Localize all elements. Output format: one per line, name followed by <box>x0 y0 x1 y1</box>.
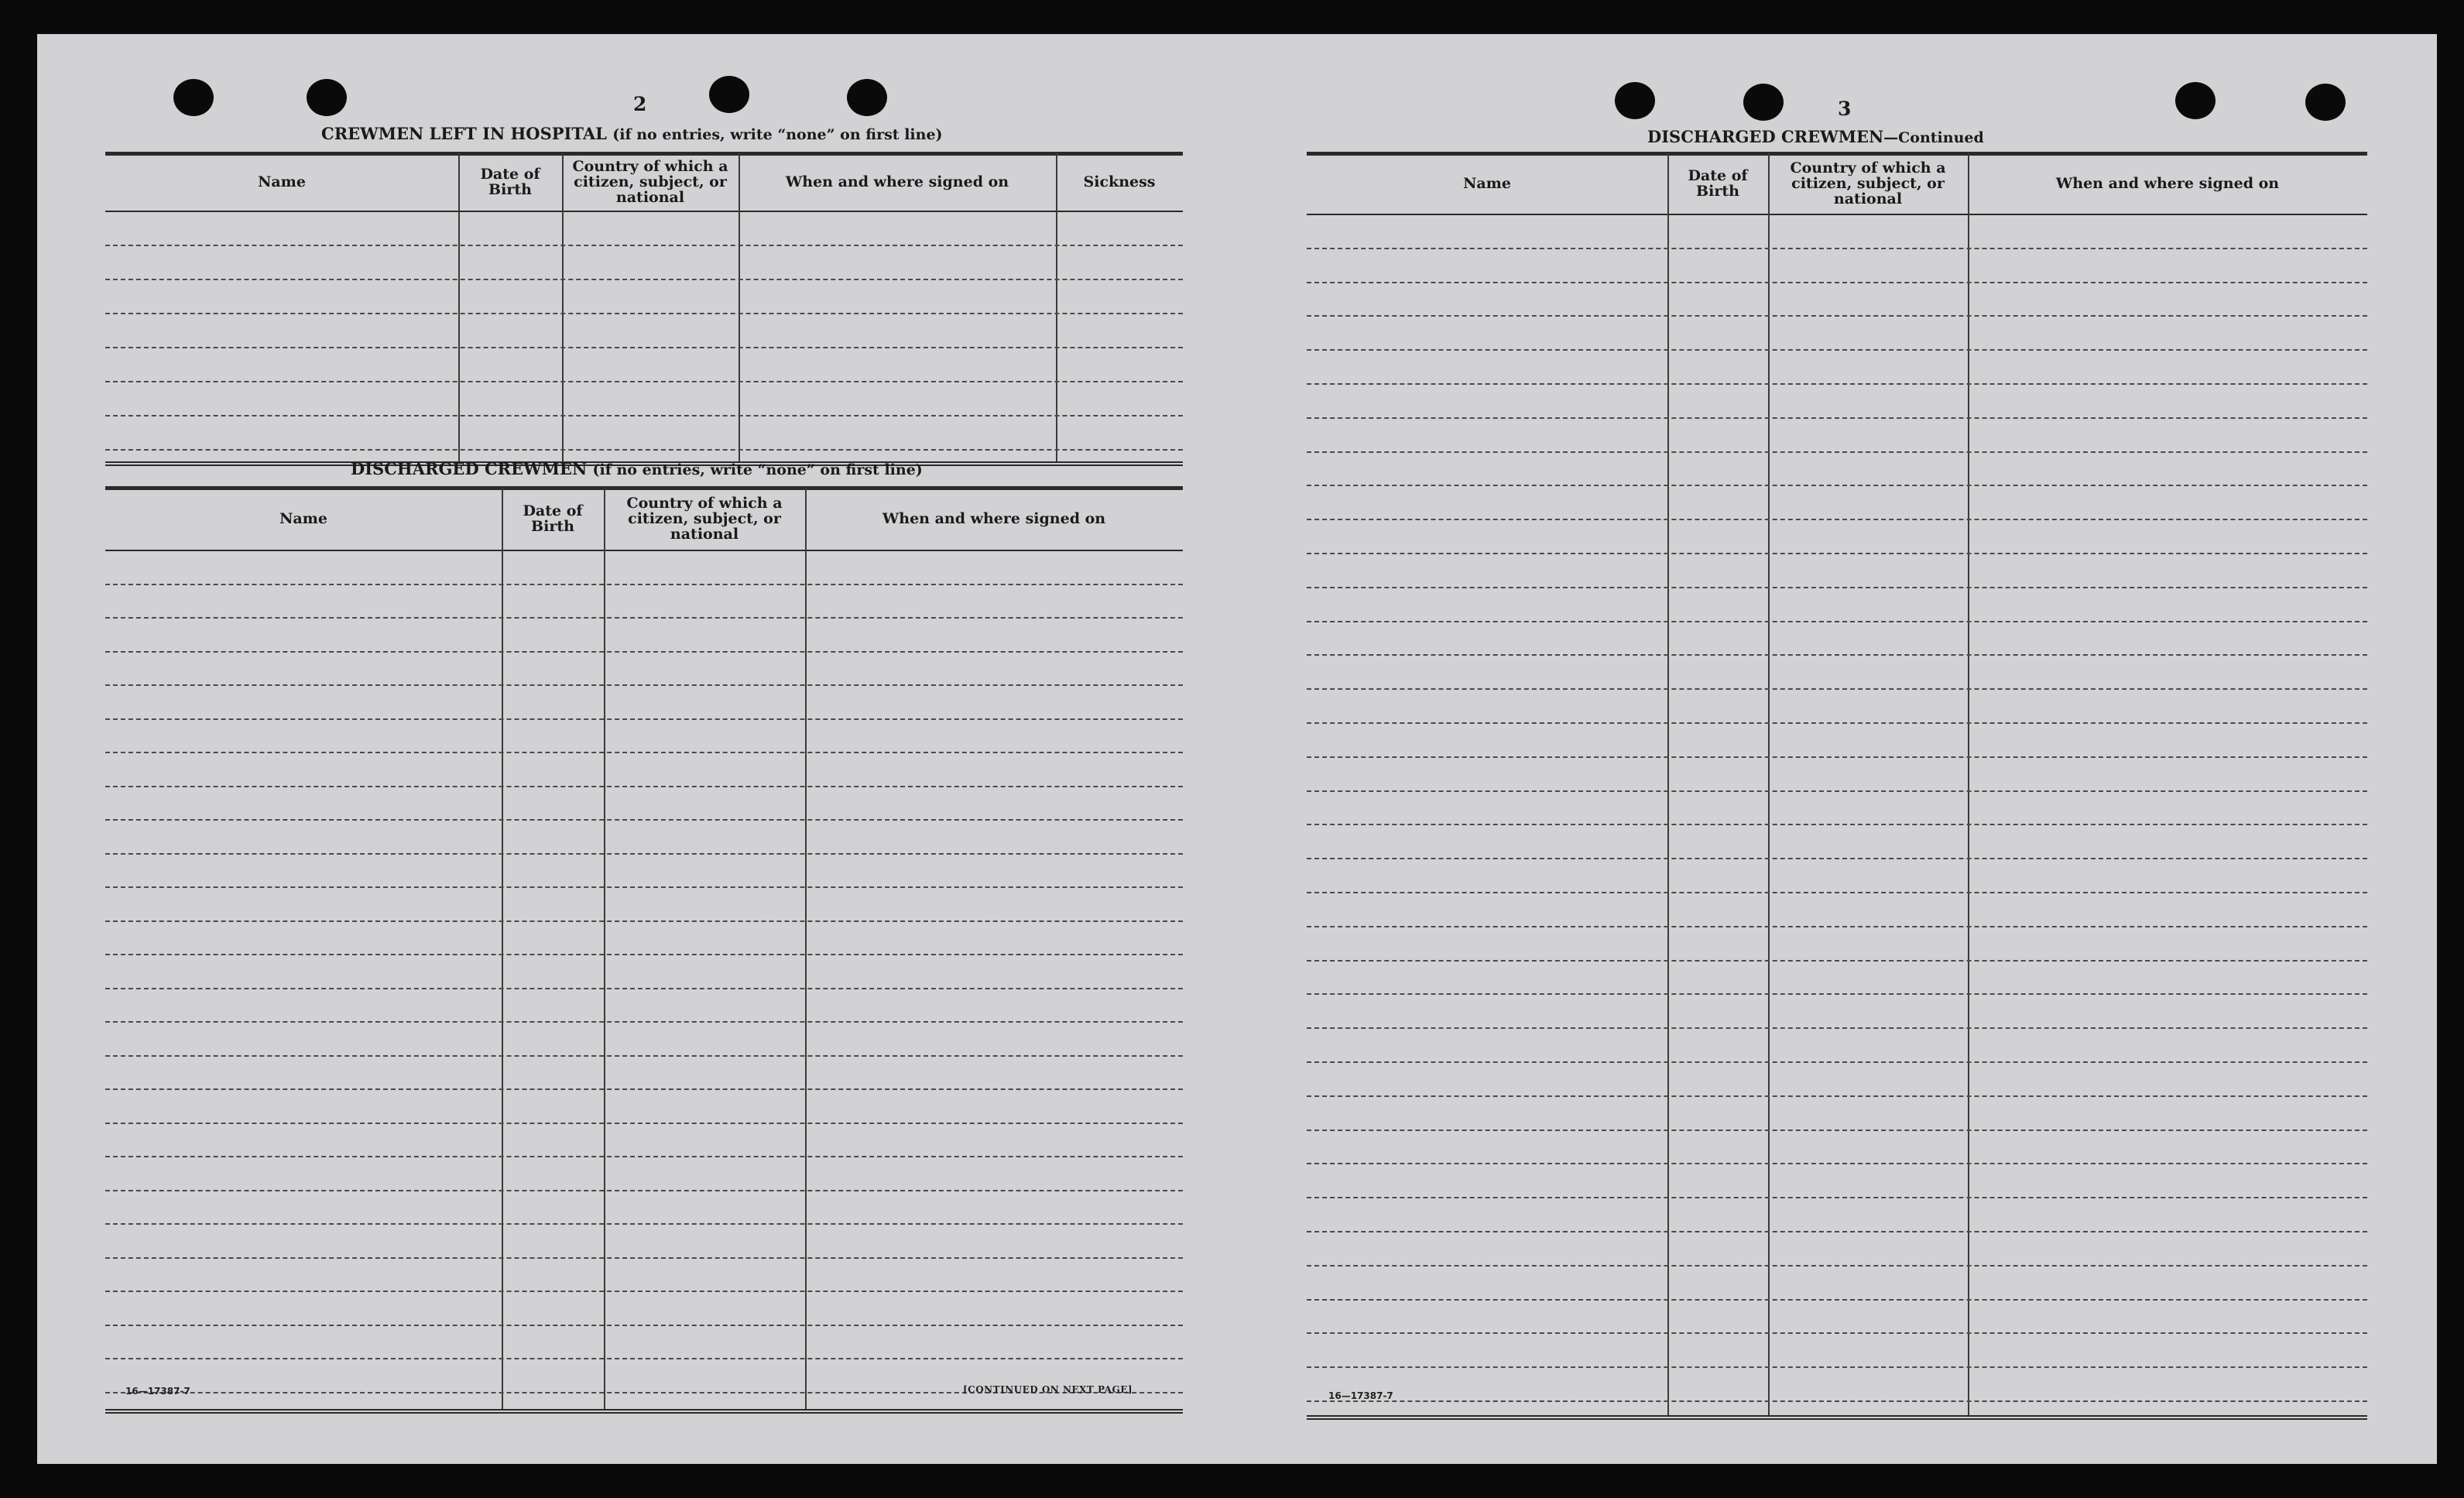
form-row-line <box>1307 485 2367 486</box>
hospital-section-title <box>321 124 943 143</box>
form-code: 16—17387-7 <box>125 1386 190 1397</box>
form-row-line <box>1307 1332 2367 1334</box>
form-row-line <box>1307 1400 2367 1402</box>
hospital-title-text: CREWMEN LEFT IN HOSPITAL <box>321 124 607 143</box>
form-row-line <box>105 449 1183 451</box>
column-header: When and where signed on <box>785 173 1009 190</box>
table-bottom-rule <box>1307 1418 2367 1420</box>
column-header: Name <box>279 510 327 527</box>
header-bottom-rule <box>105 550 1183 551</box>
form-row-line <box>105 1291 1183 1292</box>
form-row-line <box>105 347 1183 348</box>
continued-note: [CONTINUED ON NEXT PAGE] <box>963 1384 1133 1395</box>
form-row-line <box>1307 790 2367 792</box>
form-row-line <box>105 1021 1183 1023</box>
right-page <box>1268 34 2437 1464</box>
punch-hole <box>2175 82 2216 119</box>
form-row-line <box>1307 451 2367 453</box>
punch-hole <box>709 76 749 113</box>
form-row-line <box>105 1325 1183 1326</box>
form-row-line <box>105 617 1183 619</box>
table-top-rule <box>105 152 1183 156</box>
form-row-line <box>105 718 1183 720</box>
column-divider <box>739 153 740 463</box>
form-row-line <box>1307 892 2367 893</box>
column-divider <box>1667 153 1669 1417</box>
form-row-line <box>105 886 1183 888</box>
form-row-line <box>1307 248 2367 249</box>
discharged-title-text: DISCHARGED CREWMEN <box>351 459 588 478</box>
form-row-line <box>1307 282 2367 283</box>
discharged-title-note: (if no entries, write “none” on first line) <box>592 461 923 478</box>
form-row-line <box>105 1257 1183 1259</box>
column-header: Sickness <box>1083 173 1156 190</box>
column-header: When and where signed on <box>882 510 1106 527</box>
form-row-line <box>1307 417 2367 419</box>
table-bottom-rule <box>105 1409 1183 1411</box>
hospital-title-note: (if no entries, write “none” on first line) <box>612 126 943 143</box>
column-divider <box>604 488 605 1411</box>
form-row-line <box>1307 824 2367 825</box>
form-row-line <box>1307 1095 2367 1097</box>
discharged-continued-title <box>1647 127 1984 146</box>
form-row-line <box>1307 519 2367 520</box>
form-row-line <box>1307 993 2367 995</box>
header-bottom-rule <box>105 211 1183 212</box>
form-row-line <box>105 1190 1183 1191</box>
hospital-table <box>105 152 1183 464</box>
table-top-rule <box>1307 152 2367 156</box>
continued-suffix: —Continued <box>1883 129 1984 146</box>
punch-hole <box>847 79 887 116</box>
form-sheet <box>37 34 2437 1464</box>
form-row-line <box>1307 1265 2367 1267</box>
form-row-line <box>105 313 1183 314</box>
form-row-line <box>1307 926 2367 927</box>
punch-hole <box>173 79 214 116</box>
form-row-line <box>105 1088 1183 1090</box>
column-divider <box>562 153 564 463</box>
column-header: Date of Birth <box>480 166 540 198</box>
table-bottom-rule <box>105 1412 1183 1414</box>
page-number: 3 <box>1838 98 1852 120</box>
form-row-line <box>105 415 1183 416</box>
punch-hole <box>1615 82 1655 119</box>
form-row-line <box>105 853 1183 855</box>
discharged-section-title <box>351 459 923 478</box>
table-top-rule <box>105 486 1183 490</box>
column-divider <box>805 488 807 1411</box>
discharged-table <box>105 486 1183 1412</box>
header-bottom-rule <box>1307 214 2367 215</box>
form-row-line <box>1307 553 2367 554</box>
form-row-line <box>1307 756 2367 758</box>
column-header: Country of which a citizen, subject, or national <box>626 495 783 543</box>
column-divider <box>1768 153 1770 1417</box>
form-row-line <box>1307 960 2367 962</box>
form-row-line <box>1307 1163 2367 1164</box>
column-divider <box>1968 153 1969 1417</box>
form-row-line <box>105 1358 1183 1359</box>
form-row-line <box>105 752 1183 753</box>
punch-hole <box>2305 84 2346 121</box>
form-row-line <box>1307 654 2367 656</box>
punch-hole <box>307 79 347 116</box>
form-row-line <box>1307 1299 2367 1301</box>
column-header: Country of which a citizen, subject, or national <box>1790 159 1946 207</box>
page-number: 2 <box>633 93 647 115</box>
form-row-line <box>1307 587 2367 588</box>
form-row-line <box>105 819 1183 821</box>
form-row-line <box>1307 349 2367 351</box>
column-header: Name <box>258 173 306 190</box>
column-header: Country of which a citizen, subject, or national <box>572 158 728 206</box>
table-bottom-rule <box>1307 1415 2367 1417</box>
form-row-line <box>1307 621 2367 622</box>
column-divider <box>502 488 503 1411</box>
form-row-line <box>105 1123 1183 1124</box>
form-row-line <box>105 245 1183 246</box>
form-row-line <box>1307 1366 2367 1368</box>
column-header: Date of Birth <box>523 502 583 535</box>
form-code: 16—17387-7 <box>1328 1390 1393 1401</box>
column-header: When and where signed on <box>2055 175 2280 192</box>
form-row-line <box>105 684 1183 686</box>
column-divider <box>1056 153 1057 463</box>
form-row-line <box>105 651 1183 653</box>
column-header: Date of Birth <box>1688 167 1748 200</box>
form-row-line <box>1307 1061 2367 1063</box>
column-header: Name <box>1463 175 1511 192</box>
form-row-line <box>105 381 1183 382</box>
column-divider <box>458 153 460 463</box>
form-row-line <box>1307 1129 2367 1131</box>
form-row-line <box>1307 315 2367 317</box>
form-row-line <box>105 988 1183 989</box>
form-row-line <box>105 786 1183 787</box>
form-row-line <box>1307 858 2367 859</box>
form-row-line <box>105 1156 1183 1157</box>
form-row-line <box>105 1223 1183 1225</box>
discharged-continued-text: DISCHARGED CREWMEN <box>1647 127 1884 146</box>
form-row-line <box>105 1055 1183 1057</box>
form-row-line <box>1307 1231 2367 1232</box>
form-row-line <box>105 279 1183 280</box>
form-row-line <box>1307 1027 2367 1029</box>
form-row-line <box>1307 688 2367 690</box>
form-row-line <box>1307 1197 2367 1198</box>
left-page <box>37 34 1268 1464</box>
form-row-line <box>105 954 1183 955</box>
form-row-line <box>105 584 1183 585</box>
form-row-line <box>105 920 1183 922</box>
discharged-continued-table <box>1307 152 2367 1418</box>
punch-hole <box>1743 84 1784 121</box>
form-row-line <box>1307 383 2367 385</box>
form-row-line <box>1307 722 2367 724</box>
